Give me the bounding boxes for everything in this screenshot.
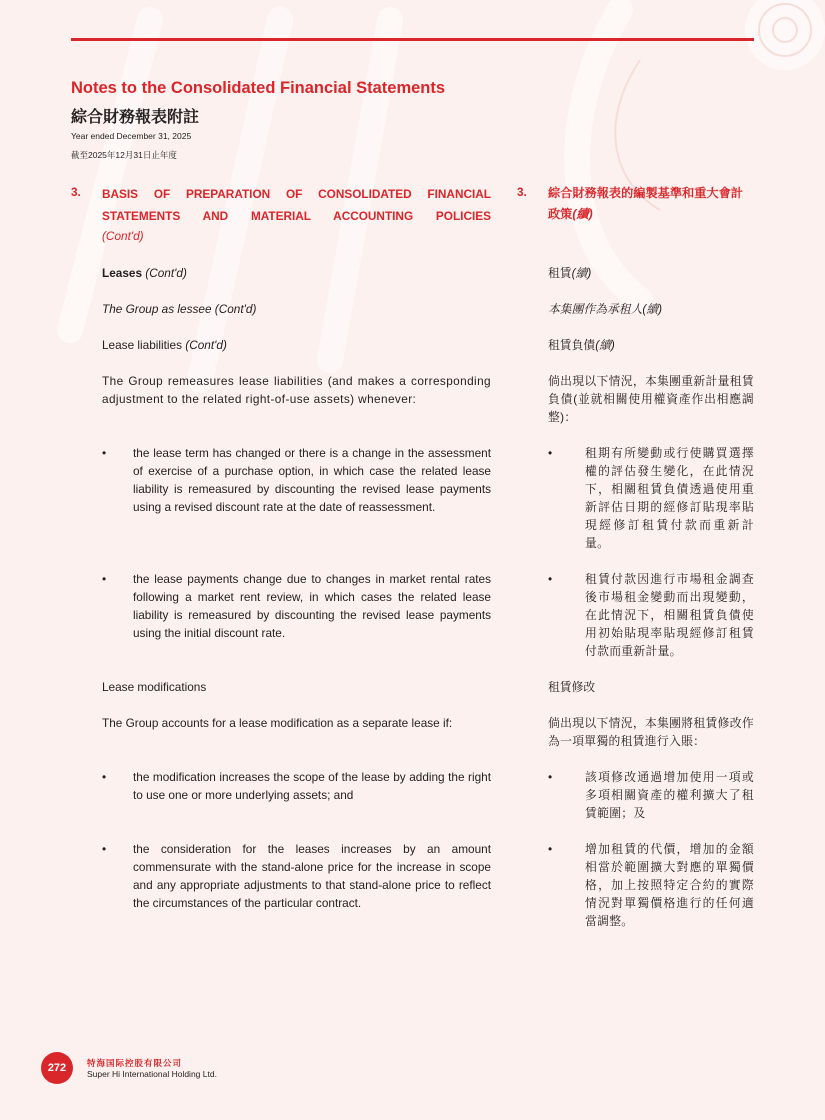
liabilities-cont-en: (Cont'd) bbox=[185, 338, 227, 352]
leases-heading-en bbox=[102, 264, 187, 282]
bullet-item-zh bbox=[548, 840, 754, 930]
section-heading-zh bbox=[517, 183, 754, 225]
chinese-column bbox=[517, 183, 754, 928]
bullet-dot: • bbox=[548, 770, 553, 784]
leases-label-en: Leases bbox=[102, 266, 143, 280]
bullet-text-zh: 租期有所變動或行使購買選擇權的評估發生變化，在此情況下，相關租賃負債透過使用重新評估日期的經修訂貼現率貼現經修訂租賃付款而重新計量。 bbox=[585, 446, 754, 550]
modification-intro-en: The Group accounts for a lease modification as a separate lease if: bbox=[102, 716, 453, 730]
liabilities-heading-en bbox=[102, 336, 227, 354]
liabilities-label-en: Lease liabilities bbox=[102, 338, 183, 352]
section-number-zh: 3. bbox=[517, 185, 527, 199]
bullet-item-en bbox=[102, 570, 491, 642]
page-number-badge: 272 bbox=[41, 1052, 73, 1084]
lessee-heading-zh bbox=[548, 300, 662, 318]
bullet-text-zh: 該項修改通過增加使用一項或多項相關資產的權利擴大了租賃範圍；及 bbox=[585, 770, 754, 820]
liabilities-label-zh: 租賃負債 bbox=[548, 338, 596, 352]
page-title-zh: 綜合財務報表附註 bbox=[71, 109, 200, 126]
lessee-label-en: The Group as lessee (Cont'd) bbox=[102, 302, 257, 316]
section-title-zh bbox=[548, 183, 754, 225]
english-column bbox=[71, 183, 491, 910]
liabilities-heading-zh bbox=[548, 336, 615, 354]
bullet-text-en: the consideration for the leases increases by an amount commensurate with the stand-alone price for the increase in scope and any appropriate adjustments to that stand-alone price to reflect the circumstances of the particular contract. bbox=[133, 842, 491, 910]
lessee-label-zh: 本集團作為承租人(續) bbox=[548, 302, 663, 316]
liabilities-cont-zh: (續) bbox=[595, 338, 615, 352]
section-number-en: 3. bbox=[71, 185, 81, 199]
remeasure-intro-en: The Group remeasures lease liabilities (and makes a corresponding adjustment to the related right-of-use assets) whenever: bbox=[102, 374, 491, 406]
company-name-zh: 特海国际控股有限公司 bbox=[87, 1058, 183, 1068]
bullet-dot: • bbox=[548, 572, 553, 586]
bullet-text-en: the lease term has changed or there is a change in the assessment of exercise of a purchase option, in which case the related lease liability is remeasured by discounting the revised lease payments using a revised discount rate at the date of reassessment. bbox=[133, 446, 491, 514]
bullet-text-zh: 增加租賃的代價，增加的金額相當於範圍擴大對應的單獨價格，加上按照特定合約的實際情況對單獨價格進行的任何適當調整。 bbox=[585, 842, 754, 928]
top-red-rule bbox=[71, 38, 754, 41]
period-label-zh: 截至2025年12月31日止年度 bbox=[71, 150, 177, 160]
bullet-text-zh: 租賃付款因進行市場租金調查後市場租金變動而出現變動，在此情況下，相關租賃負債使用初始貼現率貼現經修訂租賃付款而重新計量。 bbox=[585, 572, 754, 658]
remeasure-intro-zh: 倘出現以下情況，本集團重新計量租賃負債(並就相關使用權資產作出相應調整)： bbox=[548, 374, 754, 424]
bullet-item-en bbox=[102, 768, 491, 804]
bullet-item-zh bbox=[548, 570, 754, 660]
bullet-item-en bbox=[102, 444, 491, 516]
bullet-text-en: the modification increases the scope of the lease by adding the right to use one or more underlying assets; and bbox=[133, 770, 491, 802]
bullet-dot: • bbox=[102, 770, 107, 784]
period-label-en: Year ended December 31, 2025 bbox=[71, 131, 192, 141]
section-title-text-zh: 綜合財務報表的編製基準和重大會計政策 bbox=[548, 186, 743, 221]
section-heading-en bbox=[71, 183, 491, 245]
section-cont-zh: (續) bbox=[572, 207, 593, 221]
lessee-heading-en bbox=[102, 300, 256, 318]
section-title-en: BASIS OF PREPARATION OF CONSOLIDATED FINANCIAL STATEMENTS AND MATERIAL ACCOUNTING POLICIES bbox=[102, 187, 491, 223]
leases-label-zh: 租賃 bbox=[548, 266, 572, 280]
bullet-dot: • bbox=[102, 842, 107, 856]
page-title-en: Notes to the Consolidated Financial Statements bbox=[71, 79, 446, 97]
modification-intro-zh: 倘出現以下情況，本集團將租賃修改作為一項單獨的租賃進行入賬： bbox=[548, 716, 754, 748]
bullet-item-en bbox=[102, 840, 491, 912]
section-cont-en: (Cont'd) bbox=[102, 229, 144, 243]
bullet-dot: • bbox=[102, 446, 107, 460]
bullet-item-zh bbox=[548, 768, 754, 822]
bullet-dot: • bbox=[548, 446, 553, 460]
leases-heading-zh bbox=[548, 264, 591, 282]
leases-cont-zh: (續) bbox=[571, 266, 592, 280]
modifications-heading-en: Lease modifications bbox=[102, 680, 207, 694]
company-name-en: Super Hi International Holding Ltd. bbox=[87, 1069, 217, 1079]
modifications-heading-zh: 租賃修改 bbox=[548, 680, 596, 694]
bullet-text-en: the lease payments change due to changes in market rental rates following a market rent review, in which cases the related lease liability is remeasured by discounting the revised lease payments using the initial discount rate. bbox=[133, 572, 491, 640]
leases-cont-en: (Cont'd) bbox=[145, 266, 187, 280]
bullet-dot: • bbox=[102, 572, 107, 586]
bullet-dot: • bbox=[548, 842, 553, 856]
bullet-item-zh bbox=[548, 444, 754, 552]
